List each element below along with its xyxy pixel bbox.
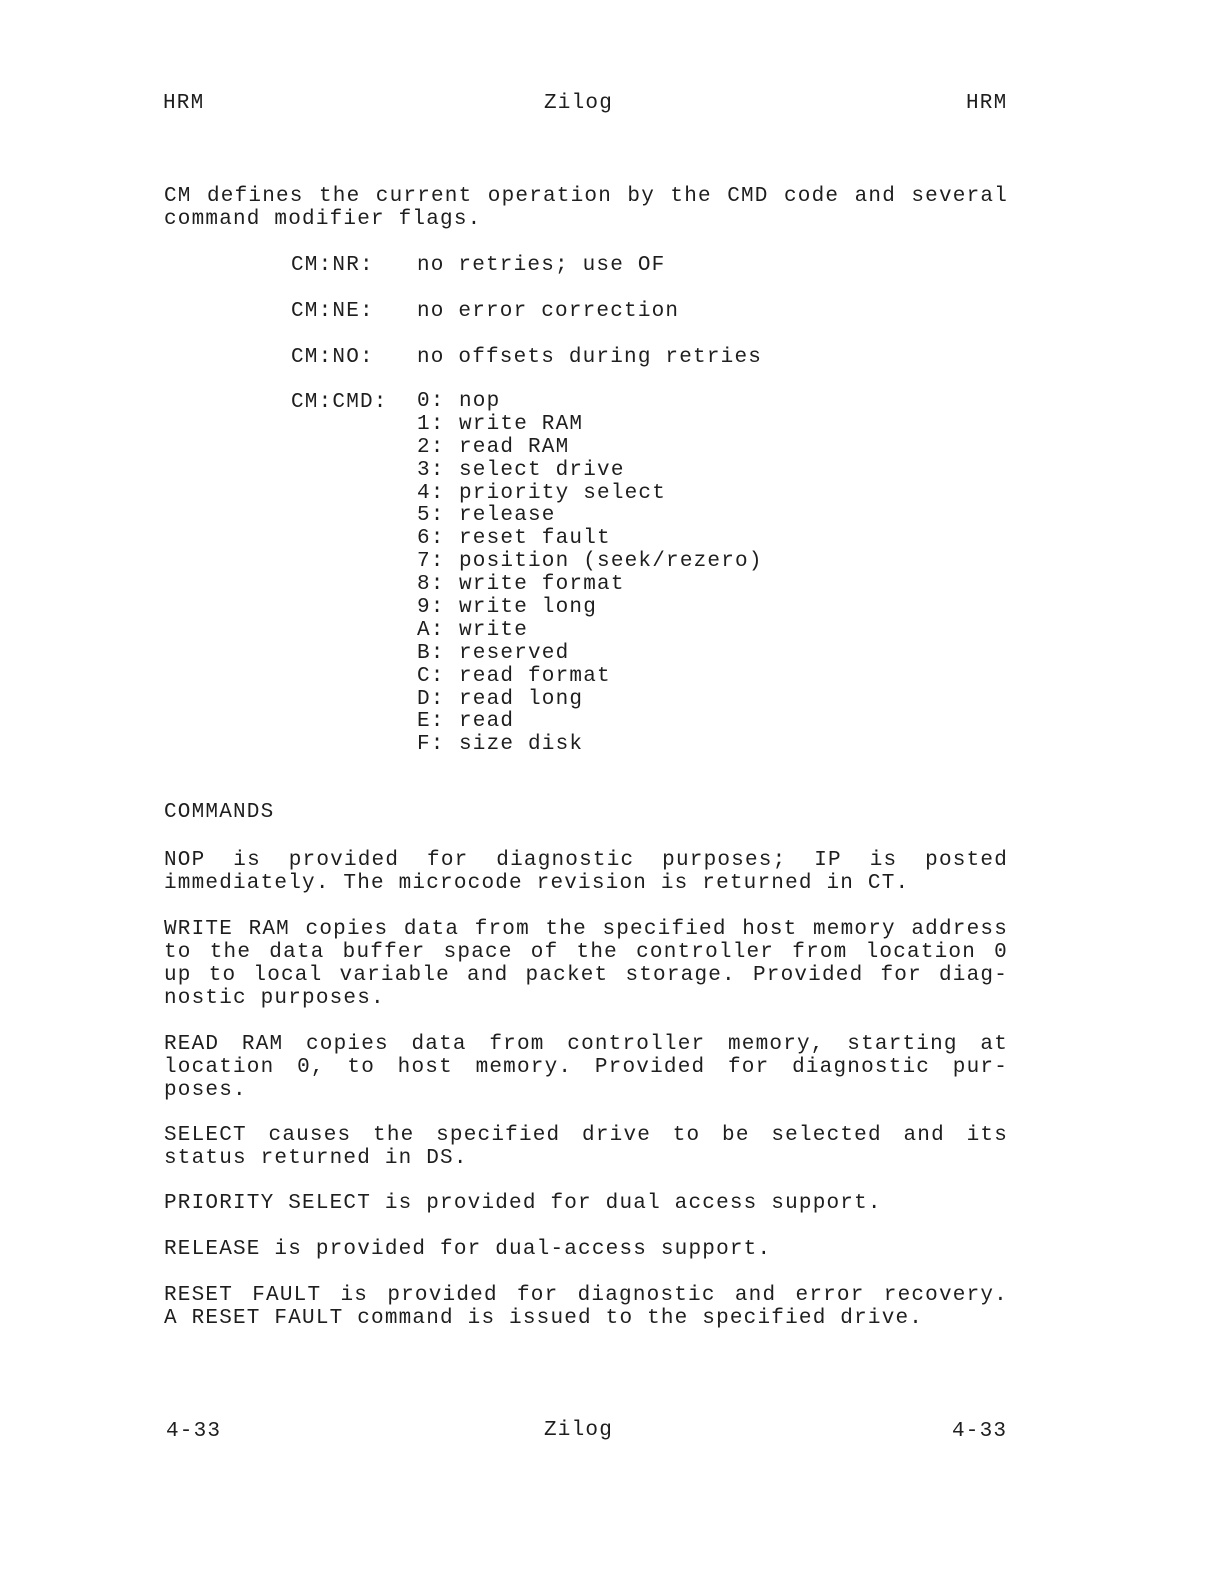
paragraph-read-ram-line-3: poses. xyxy=(164,1079,247,1102)
cmd-code-name: read xyxy=(459,710,515,734)
footer-center: Zilog xyxy=(544,1419,614,1442)
cmd-code-name: write format xyxy=(459,573,625,597)
paragraph-read-ram-line-1: READ RAM copies data from controller memory, starting at xyxy=(164,1033,1008,1056)
paragraph-write-ram-line-1: WRITE RAM copies data from the specified host memory address xyxy=(164,918,1008,941)
section-heading: COMMANDS xyxy=(164,801,275,824)
footer-right: 4-33 xyxy=(952,1420,1008,1443)
cmd-code-item xyxy=(417,734,763,757)
cmd-code-name: write long xyxy=(459,596,598,620)
cmd-code-name: size disk xyxy=(459,733,584,757)
cmd-code-item xyxy=(417,551,763,574)
cmd-code-key: 1: xyxy=(417,412,445,436)
paragraph-read-ram-line-2: location 0, to host memory. Provided for diagnostic pur- xyxy=(164,1056,1008,1079)
cmd-code-key: C: xyxy=(417,664,445,688)
paragraph-write-ram-line-2: to the data buffer space of the controller from location 0 xyxy=(164,941,1008,964)
paragraph-reset-fault-line-2: A RESET FAULT command is issued to the specified drive. xyxy=(164,1307,924,1330)
cmd-code-name: reserved xyxy=(459,641,570,665)
cmd-code-name: reset fault xyxy=(459,527,611,551)
cmd-code-key: E: xyxy=(417,710,445,734)
cmd-label: CM:CMD: xyxy=(291,391,388,414)
cmd-code-key: B: xyxy=(417,641,445,665)
modifier-text-no: no offsets during retries xyxy=(417,346,763,369)
cmd-code-item xyxy=(417,574,763,597)
modifier-text-ne: no error correction xyxy=(417,300,680,323)
cmd-code-item xyxy=(417,620,763,643)
cmd-code-item xyxy=(417,391,763,414)
cmd-code-item xyxy=(417,643,763,666)
cmd-code-key: 8: xyxy=(417,573,445,597)
cmd-code-name: read long xyxy=(459,687,584,711)
header-right: HRM xyxy=(966,92,1008,115)
cmd-code-name: read format xyxy=(459,664,611,688)
modifier-label-no: CM:NO: xyxy=(291,346,374,369)
cmd-code-key: 6: xyxy=(417,527,445,551)
cmd-code-key: 3: xyxy=(417,458,445,482)
cmd-code-key: 5: xyxy=(417,504,445,528)
modifier-text-nr: no retries; use OF xyxy=(417,254,666,277)
cmd-code-name: nop xyxy=(459,390,501,413)
cmd-code-key: F: xyxy=(417,733,445,757)
cmd-code-item xyxy=(417,505,763,528)
cmd-code-name: select drive xyxy=(459,458,625,482)
paragraph-select-line-1: SELECT causes the specified drive to be selected and its xyxy=(164,1124,1008,1147)
paragraph-release: RELEASE is provided for dual-access support. xyxy=(164,1238,772,1261)
paragraph-select-line-2: status returned in DS. xyxy=(164,1147,468,1170)
cmd-code-key: 2: xyxy=(417,435,445,459)
cmd-code-name: position (seek/rezero) xyxy=(459,550,763,574)
paragraph-write-ram-line-4: nostic purposes. xyxy=(164,987,385,1010)
paragraph-priority-select: PRIORITY SELECT is provided for dual access support. xyxy=(164,1192,882,1215)
cmd-code-name: write RAM xyxy=(459,412,584,436)
cmd-code-item xyxy=(417,437,763,460)
modifier-label-ne: CM:NE: xyxy=(291,300,374,323)
cmd-code-key: D: xyxy=(417,687,445,711)
footer-left: 4-33 xyxy=(166,1420,222,1443)
cmd-code-key: 4: xyxy=(417,481,445,505)
cmd-code-key: 0: xyxy=(417,390,445,413)
cmd-code-item xyxy=(417,483,763,506)
intro-line-1: CM defines the current operation by the CMD code and several xyxy=(164,185,1008,208)
cmd-code-name: priority select xyxy=(459,481,667,505)
cmd-code-item xyxy=(417,711,763,734)
cmd-code-name: write xyxy=(459,618,529,642)
cmd-code-key: 7: xyxy=(417,550,445,574)
paragraph-reset-fault-line-1: RESET FAULT is provided for diagnostic and error recovery. xyxy=(164,1284,1008,1307)
header-center: Zilog xyxy=(544,92,614,115)
cmd-code-item xyxy=(417,666,763,689)
cmd-code-item xyxy=(417,414,763,437)
paragraph-write-ram-line-3: up to local variable and packet storage. Provided for diag- xyxy=(164,964,1008,987)
cmd-code-list xyxy=(417,391,763,757)
cmd-code-name: read RAM xyxy=(459,435,570,459)
cmd-code-item xyxy=(417,597,763,620)
cmd-code-item xyxy=(417,460,763,483)
cmd-code-name: release xyxy=(459,504,556,528)
header-left: HRM xyxy=(163,92,205,115)
cmd-code-item xyxy=(417,689,763,712)
cmd-code-key: 9: xyxy=(417,596,445,620)
intro-line-2: command modifier flags. xyxy=(164,208,482,231)
paragraph-nop-line-2: immediately. The microcode revision is returned in CT. xyxy=(164,872,910,895)
paragraph-nop-line-1: NOP is provided for diagnostic purposes; IP is posted xyxy=(164,849,1008,872)
cmd-code-item xyxy=(417,528,763,551)
cmd-code-key: A: xyxy=(417,618,445,642)
modifier-label-nr: CM:NR: xyxy=(291,254,374,277)
